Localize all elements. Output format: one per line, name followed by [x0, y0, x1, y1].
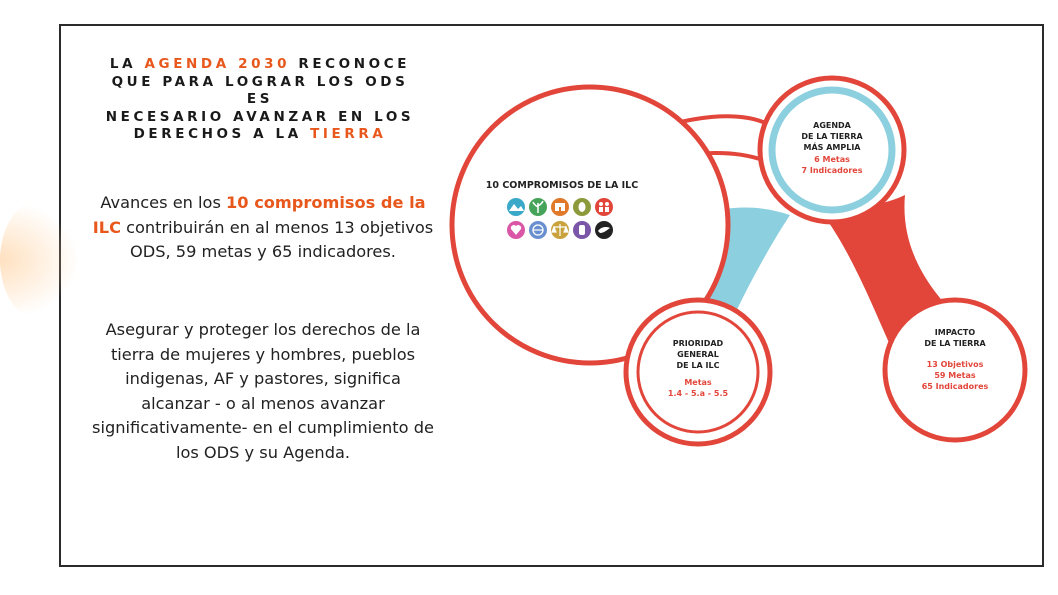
- compromisos-highlight: 10 compromisos de la ILC: [92, 193, 426, 237]
- scale-icon: [551, 221, 569, 239]
- page-heading: LA AGENDA 2030 RECONOCE QUE PARA LOGRAR LOS ODS ES NECESARIO AVANZAR EN LOS DERECHOS A LA TIERRA: [105, 56, 415, 142]
- heart-hand-icon: [507, 221, 525, 239]
- prioridad-title-3: DE LA ILC: [676, 361, 720, 370]
- prioridad-stat-values: 1.4 - 5.a - 5.5: [667, 389, 729, 398]
- agenda-title-2: DE LA TIERRA: [801, 132, 863, 141]
- plant-icon: [529, 198, 547, 216]
- heading-highlight-agenda: AGENDA 2030: [144, 56, 291, 72]
- impacto-stat-objetivos: 13 Objetivos: [926, 360, 984, 369]
- globe-icon: [529, 221, 547, 239]
- raised-hand-icon: [573, 221, 591, 239]
- main-circle-title: 10 COMPROMISOS DE LA ILC: [485, 180, 639, 191]
- agenda-title-1: AGENDA: [813, 121, 851, 130]
- dove-icon: [595, 221, 613, 239]
- prioridad-title-2: GENERAL: [677, 350, 719, 359]
- impacto-stat-indicadores: 65 Indicadores: [921, 382, 989, 391]
- people-icon: [595, 198, 613, 216]
- impacto-title-2: DE LA TIERRA: [924, 339, 986, 348]
- prioridad-stat-metas: Metas: [684, 378, 712, 387]
- agenda-stat-metas: 6 Metas: [814, 155, 850, 164]
- heading-highlight-tierra: TIERRA: [310, 126, 387, 142]
- prioridad-title-1: PRIORIDAD: [672, 339, 724, 348]
- agenda-stat-indicadores: 7 Indicadores: [801, 166, 863, 175]
- building-icon: [551, 198, 569, 216]
- hand-leaf-icon: [573, 198, 591, 216]
- impacto-circle: [885, 300, 1025, 440]
- landscape-icon: [507, 198, 525, 216]
- intro-paragraph: Avances en los 10 compromisos de la ILC contribuirán en al menos 13 objetivos ODS, 59 metas y 65 indicadores.: [92, 193, 434, 261]
- agenda-title-3: MÁS AMPLIA: [803, 143, 861, 152]
- impacto-stat-metas: 59 Metas: [934, 371, 976, 380]
- rights-paragraph: Asegurar y proteger los derechos de la tierra de mujeres y hombres, pueblos indigenas, AF y pastores, significa alcanzar - o al menos avanzar significativamente- en el cumplimiento de los ODS y su Agenda.: [92, 320, 434, 462]
- impacto-title-1: IMPACTO: [934, 328, 976, 337]
